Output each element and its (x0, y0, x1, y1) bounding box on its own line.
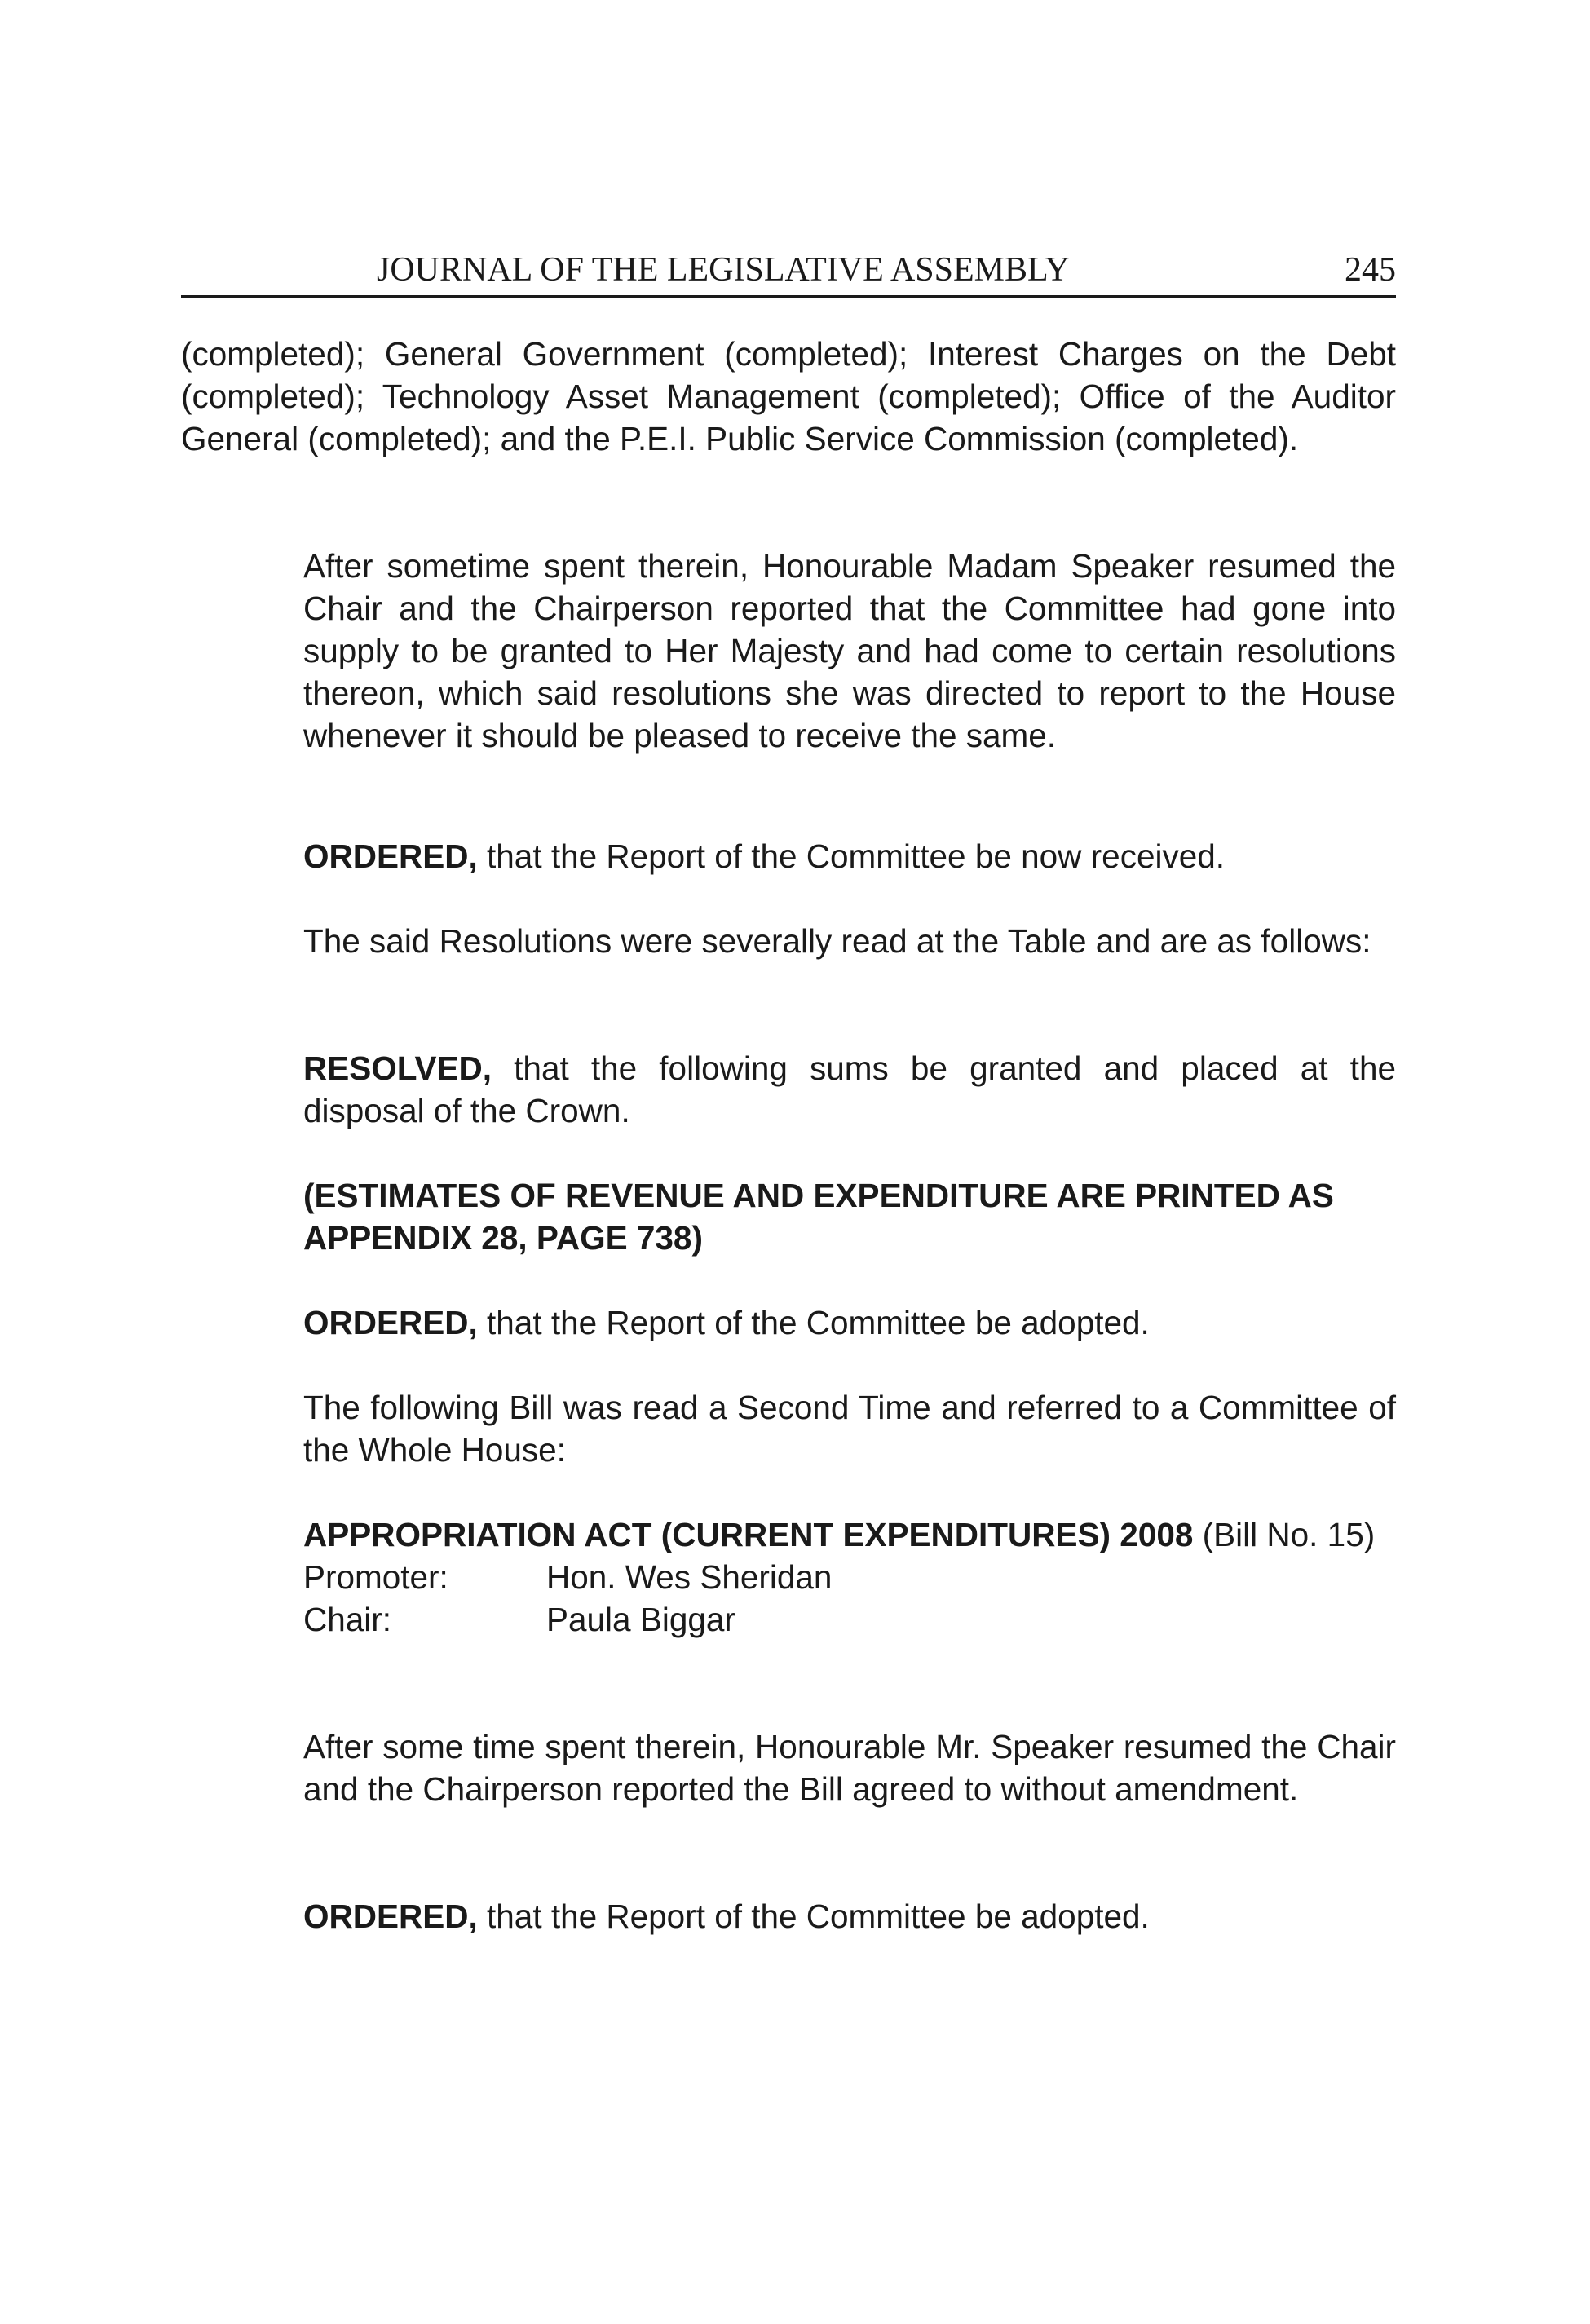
bill-chair-row (303, 1598, 1396, 1641)
journal-title: JOURNAL OF THE LEGISLATIVE ASSEMBLY (377, 251, 1070, 289)
bill-title-line (303, 1513, 1396, 1556)
promoter-value: Hon. Wes Sheridan (546, 1558, 833, 1596)
bill-title: APPROPRIATION ACT (CURRENT EXPENDITURES) 2008 (303, 1516, 1194, 1553)
bill-promoter-row (303, 1556, 1396, 1598)
page-number: 245 (1345, 251, 1396, 289)
resolved-text: that the following sums be granted and placed at the disposal of the Crown. (303, 1049, 1396, 1129)
bill-number: (Bill No. 15) (1193, 1516, 1376, 1553)
chair-value: Paula Biggar (546, 1601, 735, 1638)
paragraph-bill-reported: After some time spent therein, Honourable Mr. Speaker resumed the Chair and the Chairperson reported the Bill agreed to without amendment. (303, 1728, 1396, 1808)
estimates-note: (ESTIMATES OF REVENUE AND EXPENDITURE ARE PRINTED AS APPENDIX 28, PAGE 738) (303, 1177, 1334, 1257)
paragraph-ordered-adopted-2 (303, 1895, 1396, 1937)
page-header (181, 245, 1396, 298)
paragraph-completed-list: (completed); General Government (completed); Interest Charges on the Debt (completed); Technology Asset Management (completed); Office of the Auditor General (completed); and the P.E.I. Public Service Commission (completed). (181, 335, 1396, 457)
ordered-label: ORDERED, (303, 1898, 478, 1935)
ordered-text: that the Report of the Committee be adopted. (477, 1304, 1150, 1341)
paragraph-ordered-adopted-1 (303, 1301, 1396, 1344)
paragraph-speaker-resumed: After sometime spent therein, Honourable Madam Speaker resumed the Chair and the Chairperson reported that the Committee had gone into supply to be granted to Her Majesty and had come to certain resolutions thereon, which said resolutions she was directed to report to the House whenever it should be pleased to receive the same. (303, 547, 1396, 754)
paragraph-resolutions-read: The said Resolutions were severally read at the Table and are as follows: (303, 922, 1371, 960)
ordered-label: ORDERED, (303, 837, 478, 875)
ordered-text: that the Report of the Committee be now received. (477, 837, 1226, 875)
chair-label: Chair: (303, 1601, 392, 1638)
promoter-label: Promoter: (303, 1558, 448, 1596)
ordered-label: ORDERED, (303, 1304, 478, 1341)
ordered-text: that the Report of the Committee be adopted. (477, 1898, 1150, 1935)
paragraph-ordered-received (303, 835, 1396, 877)
paragraph-second-reading: The following Bill was read a Second Time and referred to a Committee of the Whole House: (303, 1389, 1396, 1469)
paragraph-resolved (303, 1047, 1396, 1132)
bill-entry (303, 1513, 1396, 1641)
resolved-label: RESOLVED, (303, 1049, 492, 1087)
